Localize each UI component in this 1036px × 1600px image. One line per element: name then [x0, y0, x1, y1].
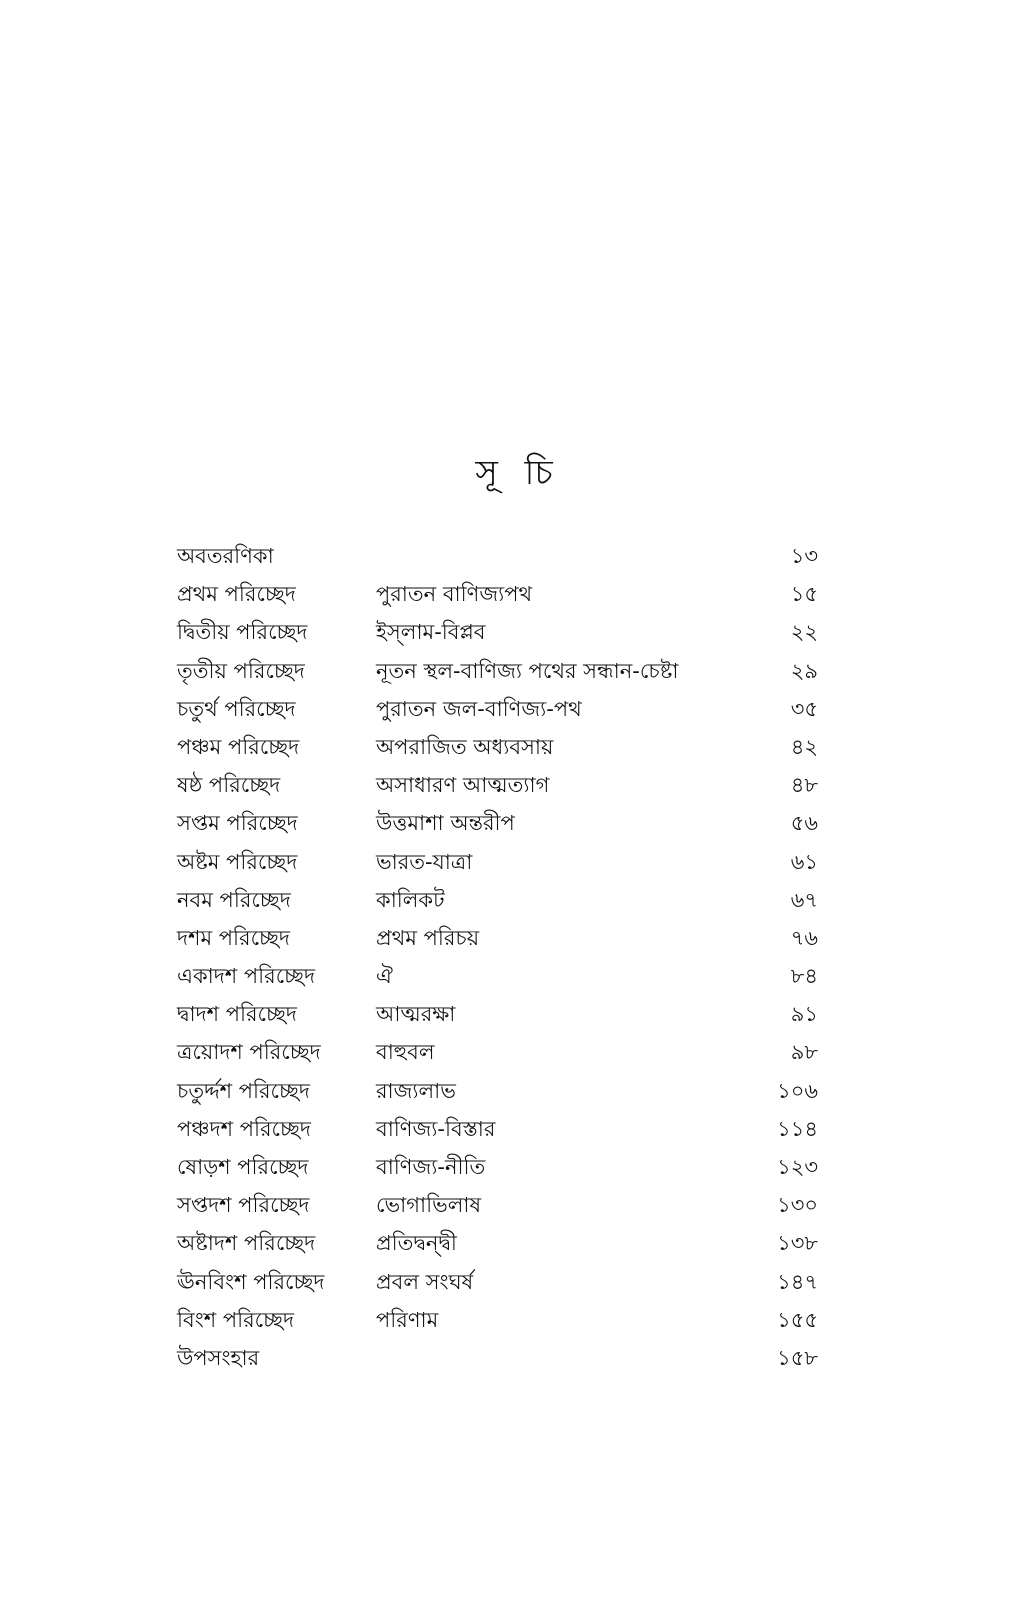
- toc-entry[interactable]: [0, 1186, 1036, 1224]
- toc-chapter-label: অবতরণিকা: [177, 544, 274, 568]
- toc-chapter-label: নবম পরিচ্ছেদ: [177, 887, 291, 912]
- toc-page-number: ৯১: [790, 1002, 818, 1027]
- toc-chapter-title: বাণিজ্য-নীতি: [376, 1155, 486, 1179]
- toc-entry[interactable]: [0, 575, 1036, 613]
- toc-chapter-label: ষোড়শ পরিচ্ছেদ: [177, 1155, 309, 1179]
- toc-chapter-title: বাণিজ্য-বিস্তার: [376, 1116, 496, 1141]
- toc-page-number: ২২: [790, 620, 818, 645]
- toc-page-number: ৬৭: [790, 887, 818, 912]
- toc-chapter-label: সপ্তদশ পরিচ্ছেদ: [177, 1193, 310, 1218]
- toc-entry[interactable]: [0, 843, 1036, 881]
- toc-page-number: ৬১: [790, 849, 818, 874]
- toc-chapter-title: পরিণাম: [376, 1307, 439, 1332]
- toc-page-number: ১৩৮: [777, 1231, 818, 1256]
- toc-chapter-label: অষ্টম পরিচ্ছেদ: [177, 849, 298, 874]
- toc-chapter-label: দ্বিতীয় পরিচ্ছেদ: [177, 620, 308, 645]
- toc-page-number: ১৪৭: [777, 1269, 818, 1294]
- toc-chapter-title: ভোগাভিলাষ: [376, 1193, 482, 1218]
- toc-page-number: ১২৩: [777, 1155, 818, 1179]
- toc-chapter-label: ঊনবিংশ পরিচ্ছেদ: [177, 1269, 325, 1294]
- toc-entry[interactable]: [0, 1339, 1036, 1377]
- toc-page-number: ৪২: [790, 734, 818, 759]
- toc-chapter-label: একাদশ পরিচ্ছেদ: [177, 964, 316, 989]
- toc-chapter-label: প্রথম পরিচ্ছেদ: [177, 582, 296, 607]
- toc-entry[interactable]: [0, 1072, 1036, 1110]
- toc-page-number: ১১৪: [777, 1116, 818, 1141]
- toc-page-number: ১৫: [790, 582, 818, 607]
- toc-entry[interactable]: [0, 766, 1036, 804]
- table-of-contents: [0, 537, 1036, 1377]
- toc-chapter-label: দ্বাদশ পরিচ্ছেদ: [177, 1002, 297, 1027]
- toc-chapter-label: বিংশ পরিচ্ছেদ: [177, 1307, 295, 1332]
- toc-chapter-title: অসাধারণ আত্মত্যাগ: [376, 773, 550, 798]
- toc-chapter-title: আত্মরক্ষা: [376, 1002, 456, 1027]
- toc-chapter-title: প্রবল সংঘর্ষ: [376, 1269, 474, 1294]
- toc-chapter-label: ষষ্ঠ পরিচ্ছেদ: [177, 773, 281, 798]
- toc-chapter-title: ইস্‌লাম-বিপ্লব: [376, 620, 486, 645]
- toc-page-number: ৮৪: [790, 964, 818, 989]
- toc-page-number: ২৯: [790, 658, 818, 683]
- toc-chapter-title: কালিকট: [376, 887, 445, 912]
- toc-entry[interactable]: [0, 919, 1036, 957]
- toc-chapter-title: রাজ্যলাভ: [376, 1078, 456, 1103]
- toc-entry[interactable]: [0, 957, 1036, 995]
- toc-page-number: ১৫৮: [777, 1345, 818, 1370]
- toc-entry[interactable]: [0, 804, 1036, 842]
- toc-entry[interactable]: [0, 690, 1036, 728]
- toc-chapter-title: ঐ: [376, 964, 393, 989]
- toc-chapter-title: প্রথম পরিচয়: [376, 925, 480, 950]
- toc-chapter-label: পঞ্চদশ পরিচ্ছেদ: [177, 1116, 311, 1141]
- toc-entry[interactable]: [0, 1224, 1036, 1262]
- toc-page-number: ৩৫: [790, 696, 818, 721]
- toc-entry[interactable]: [0, 1033, 1036, 1071]
- toc-entry[interactable]: [0, 537, 1036, 575]
- toc-entry[interactable]: [0, 728, 1036, 766]
- toc-chapter-label: পঞ্চম পরিচ্ছেদ: [177, 734, 300, 759]
- toc-chapter-title: পুরাতন বাণিজ্যপথ: [376, 582, 533, 607]
- toc-entry[interactable]: [0, 995, 1036, 1033]
- toc-chapter-label: চতুর্থ পরিচ্ছেদ: [177, 696, 296, 721]
- toc-entry[interactable]: [0, 613, 1036, 651]
- toc-chapter-title: ভারত-যাত্রা: [376, 849, 473, 874]
- toc-page-number: ৯৮: [790, 1040, 818, 1065]
- toc-entry[interactable]: [0, 1301, 1036, 1339]
- toc-chapter-title: উত্তমাশা অন্তরীপ: [376, 811, 515, 836]
- toc-entry[interactable]: [0, 652, 1036, 690]
- toc-page-number: ১৩০: [777, 1193, 818, 1218]
- toc-page-number: ৪৮: [790, 773, 818, 798]
- toc-chapter-label: অষ্টাদশ পরিচ্ছেদ: [177, 1231, 316, 1256]
- toc-chapter-title: বাহুবল: [376, 1040, 435, 1065]
- toc-page-number: ৭৬: [790, 925, 818, 950]
- toc-chapter-title: পুরাতন জল-বাণিজ্য-পথ: [376, 696, 582, 721]
- toc-chapter-title: নূতন স্থল-বাণিজ্য পথের সন্ধান-চেষ্টা: [376, 658, 679, 683]
- page-title: সূ চি: [475, 453, 561, 493]
- toc-entry[interactable]: [0, 1110, 1036, 1148]
- toc-chapter-label: দশম পরিচ্ছেদ: [177, 925, 290, 950]
- toc-page-number: ১০৬: [777, 1078, 818, 1103]
- toc-chapter-label: তৃতীয় পরিচ্ছেদ: [177, 658, 305, 683]
- toc-chapter-label: উপসংহার: [177, 1345, 260, 1370]
- toc-entry[interactable]: [0, 1148, 1036, 1186]
- toc-page-number: ১৫৫: [777, 1307, 818, 1332]
- toc-chapter-label: ত্রয়োদশ পরিচ্ছেদ: [177, 1040, 321, 1065]
- toc-chapter-title: অপরাজিত অধ্যবসায়: [376, 734, 554, 759]
- toc-page-number: ৫৬: [790, 811, 818, 836]
- toc-chapter-title: প্রতিদ্বন্দ্বী: [376, 1231, 457, 1256]
- toc-page-number: ১৩: [790, 544, 818, 568]
- toc-entry[interactable]: [0, 881, 1036, 919]
- toc-chapter-label: সপ্তম পরিচ্ছেদ: [177, 811, 298, 836]
- toc-entry[interactable]: [0, 1263, 1036, 1301]
- toc-chapter-label: চতুর্দ্দশ পরিচ্ছেদ: [177, 1078, 310, 1103]
